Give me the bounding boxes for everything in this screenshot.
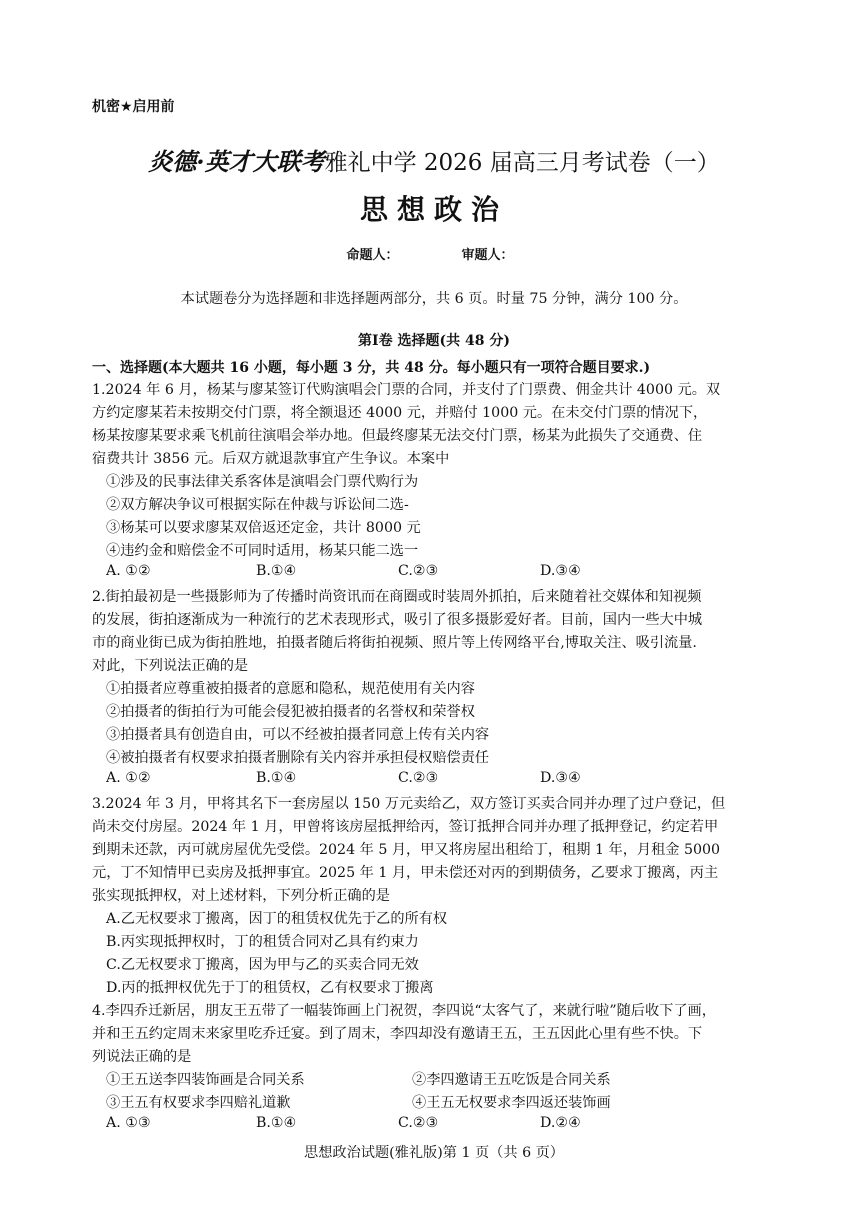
q1-item: ④违约金和赔偿金不可同时适用，杨某只能二选一 bbox=[106, 543, 419, 559]
q4-item: ④王五无权要求李四返还装饰画 bbox=[412, 1095, 611, 1111]
q3-stem-line: 尚未交付房屋。2024 年 1 月，甲曾将该房屋抵押给丙，签订抵押合同并办理了抵押登记，约定若甲 bbox=[92, 819, 719, 835]
q2-choice-a: A. ①② bbox=[106, 770, 151, 786]
confidential-label: 机密★启用前 bbox=[92, 99, 175, 115]
q4-item: ②李四邀请王五吃饭是合同关系 bbox=[412, 1072, 611, 1088]
q2-item: ②拍摄者的街拍行为可能会侵犯被拍摄者的名誉权和荣誉权 bbox=[106, 704, 475, 720]
exam-title-text: 雅礼中学 2026 届高三月考试卷（一） bbox=[324, 150, 720, 176]
q3-option-a: A.乙无权要求丁搬离，因丁的租赁权优先于乙的所有权 bbox=[106, 911, 448, 927]
q2-stem-line: 2.街拍最初是一些摄影师为了传播时尚资讯而在商圈或时装周外抓拍，后来随着社交媒体和知视频 bbox=[92, 589, 702, 605]
q2-item: ④被拍摄者有权要求拍摄者删除有关内容并承担侵权赔偿责任 bbox=[106, 750, 490, 766]
q3-option-d: D.丙的抵押权优先于丁的租赁权，乙有权要求丁搬离 bbox=[106, 980, 434, 996]
q1-stem-line: 1.2024 年 6 月，杨某与廖某签订代购演唱会门票的合同，并支付了门票费、佣金共计 4000 元。双 bbox=[92, 382, 721, 398]
q1-stem-line: 方约定廖某若未按期交付门票，将全额退还 4000 元，并赔付 1000 元。在未交付门票的情况下， bbox=[92, 405, 708, 421]
authors-line bbox=[0, 244, 868, 263]
q1-choice-a: A. ①② bbox=[106, 563, 151, 579]
q4-stem-line: 4.李四乔迁新居，朋友王五带了一幅装饰画上门祝贺，李四说“太客气了，来就行啦”随后收下了画， bbox=[92, 1003, 716, 1019]
q1-choice-c: C.②③ bbox=[398, 563, 439, 579]
page-footer: 思想政治试题(雅礼版)第 1 页（共 6 页） bbox=[304, 1145, 564, 1161]
q3-option-b: B.丙实现抵押权时，丁的租赁合同对乙具有约束力 bbox=[106, 934, 419, 950]
exam-brand: 炎德·英才大联考 bbox=[148, 147, 325, 176]
q2-item: ①拍摄者应尊重被拍摄者的意愿和隐私，规范使用有关内容 bbox=[106, 681, 475, 697]
q2-item: ③拍摄者具有创造自由，可以不经被拍摄者同意上传有关内容 bbox=[106, 727, 490, 743]
q3-stem-line: 到期未还款，丙可就房屋优先受偿。2024 年 5 月，甲又将房屋出租给丁，租期 1 年，月租金 5000 bbox=[92, 842, 721, 858]
q2-choice-d: D.③④ bbox=[540, 770, 581, 786]
q4-item: ①王五送李四装饰画是合同关系 bbox=[106, 1072, 305, 1088]
q4-choice-b: B.①④ bbox=[256, 1115, 297, 1131]
section-heading: 一、选择题(本大题共 16 小题，每小题 3 分，共 48 分。每小题只有一项符合题目要求.) bbox=[92, 360, 651, 376]
setter-label: 命题人： bbox=[346, 248, 399, 263]
q2-stem-line: 对此，下列说法正确的是 bbox=[92, 658, 249, 674]
q3-stem-line: 元，丁不知情甲已卖房及抵押事宜。2025 年 1 月，甲未偿还对丙的到期债务，乙要求丁搬离，丙主 bbox=[92, 865, 719, 881]
q1-stem-line: 杨某按廖某要求乘飞机前往演唱会举办地。但最终廖某无法交付门票，杨某为此损失了交通费、住 bbox=[92, 428, 703, 444]
q4-choice-d: D.②④ bbox=[540, 1115, 581, 1131]
q1-item: ①涉及的民事法律关系客体是演唱会门票代购行为 bbox=[106, 474, 419, 490]
intro-text: 本试题卷分为选择题和非选择题两部分，共 6 页。时量 75 分钟，满分 100 分。 bbox=[180, 291, 688, 307]
q2-stem-line: 市的商业街已成为街拍胜地，拍摄者随后将街拍视频、照片等上传网络平台,博取关注、吸引流量. bbox=[92, 635, 697, 651]
q2-stem-line: 的发展，街拍逐渐成为一种流行的艺术表现形式，吸引了很多摄影爱好者。目前，国内一些大中城 bbox=[92, 612, 703, 628]
q4-item: ③王五有权要求李四赔礼道歉 bbox=[106, 1095, 291, 1111]
q2-choice-b: B.①④ bbox=[256, 770, 297, 786]
q3-option-c: C.乙无权要求丁搬离，因为甲与乙的买卖合同无效 bbox=[106, 957, 419, 973]
q4-stem-line: 并和王五约定周末来家里吃乔迁宴。到了周末，李四却没有邀请王五，王五因此心里有些不快。下 bbox=[92, 1026, 703, 1042]
q2-choice-c: C.②③ bbox=[398, 770, 439, 786]
q4-stem-line: 列说法正确的是 bbox=[92, 1049, 192, 1065]
q1-choice-d: D.③④ bbox=[540, 563, 581, 579]
q1-choice-b: B.①④ bbox=[256, 563, 297, 579]
q4-choice-a: A. ①③ bbox=[106, 1115, 151, 1131]
q4-choice-c: C.②③ bbox=[398, 1115, 439, 1131]
q1-item: ③杨某可以要求廖某双倍返还定金，共计 8000 元 bbox=[106, 520, 421, 536]
part-heading: 第Ⅰ卷 选择题(共 48 分) bbox=[358, 333, 510, 349]
q1-stem-line: 宿费共计 3856 元。后双方就退款事宜产生争议。本案中 bbox=[92, 451, 450, 467]
reviewer-label: 审题人： bbox=[461, 248, 514, 263]
q3-stem-line: 3.2024 年 3 月，甲将其名下一套房屋以 150 万元卖给乙，双方签订买卖合同并办理了过户登记，但 bbox=[92, 796, 726, 812]
q1-item: ②双方解决争议可根据实际在仲裁与诉讼间二选- bbox=[106, 497, 409, 513]
exam-title bbox=[0, 142, 868, 177]
subject-title: 思想政治 bbox=[359, 193, 508, 226]
q3-stem-line: 张实现抵押权，对上述材料，下列分析正确的是 bbox=[92, 888, 390, 904]
